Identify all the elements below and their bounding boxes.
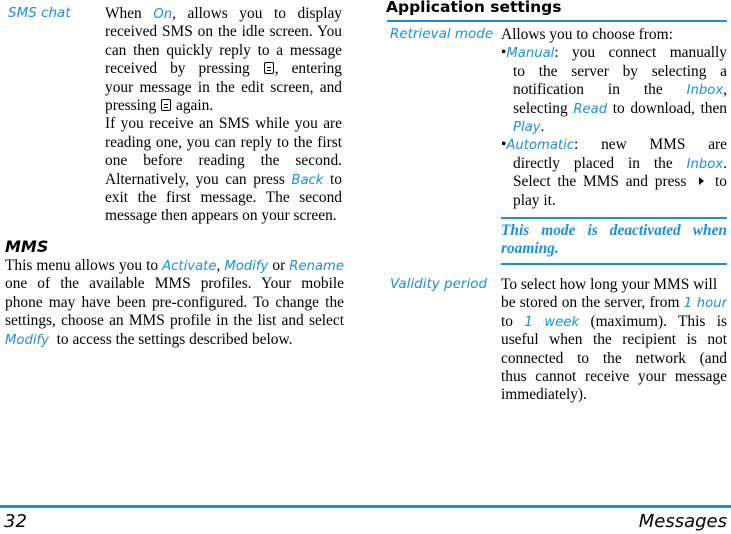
text-line: reading one, you can reply to the first (105, 133, 342, 151)
text-line: received by pressing , entering (105, 60, 342, 78)
text-line: notification in the Inbox, (513, 81, 727, 99)
ok-key-icon (161, 99, 171, 111)
automatic-option: Automatic (506, 138, 575, 154)
application-settings-title: Application settings (386, 0, 562, 16)
validity-period-term: Validity period (390, 276, 488, 292)
text-line: thus cannot receive your message (501, 367, 727, 385)
read-option: Read (573, 101, 608, 117)
ok-key-icon (264, 62, 274, 74)
text-line: Play. (513, 117, 545, 135)
text-line: To select how long your MMS will (501, 276, 718, 293)
text-line: one of the available MMS profiles. Your mobile (5, 275, 344, 293)
text-line: message then appears on your screen. (105, 207, 337, 225)
sms-chat-description (105, 5, 342, 226)
text-line: Allows you to choose from: (501, 26, 673, 43)
inbox-option: Inbox (686, 156, 724, 172)
retrieval-mode-description (501, 26, 727, 210)
play-option: Play (513, 119, 541, 135)
text-line: play it. (513, 191, 556, 209)
text-line: one before reading the second. (105, 152, 342, 170)
mms-description (5, 257, 344, 349)
note-line: This mode is deactivated when (501, 222, 727, 239)
text-line: If you receive an SMS while you are (105, 115, 342, 133)
text-line: Select the MMS and press to (513, 173, 727, 191)
back-option: Back (291, 172, 324, 188)
mms-heading: MMS (5, 237, 49, 256)
note-divider-top (501, 217, 727, 219)
inbox-option: Inbox (686, 83, 724, 99)
text-line: settings, choose an MMS profile in the list and select (5, 312, 344, 330)
roaming-note (501, 222, 727, 259)
text-line: phone may have been pre-configured. To change the (5, 293, 344, 311)
activate-option: Activate (162, 259, 217, 274)
text-line: When On, allows you to display (105, 5, 342, 22)
rename-option: Rename (289, 259, 344, 274)
text-line: be stored on the server, from 1 hour (501, 294, 727, 312)
note-line: roaming. (501, 240, 559, 258)
one-hour-option: 1 hour (683, 296, 727, 312)
text-line: immediately). (501, 386, 587, 404)
text-line: pressing again. (105, 96, 214, 114)
text-line: •Manual: you connect manually (501, 44, 727, 62)
text-line: your message in the edit screen, and (105, 78, 342, 96)
manual-option: Manual (506, 46, 555, 62)
section-divider (387, 20, 727, 22)
text-line: selecting Read to download, then (513, 99, 727, 117)
modify-option: Modify (5, 332, 49, 348)
text-line: to 1 week (maximum). This is (501, 312, 727, 330)
text-line: directly placed in the Inbox. (513, 154, 727, 172)
text-line: to the server by selecting a (513, 62, 727, 80)
modify-option: Modify (224, 259, 269, 274)
footer-divider (0, 505, 731, 508)
text-line: Alternatively, you can press Back to (105, 170, 342, 188)
sms-chat-term: SMS chat (8, 5, 71, 21)
text-line: connected to the network (and (501, 349, 727, 367)
text-line: Modify to access the settings described below. (5, 330, 293, 348)
text-line: This menu allows you to Activate, Modify or Rename (5, 257, 344, 274)
retrieval-mode-term: Retrieval mode (390, 26, 494, 42)
section-name: Messages (638, 511, 727, 532)
on-option: On (153, 7, 173, 22)
note-divider-bottom (501, 263, 727, 265)
text-line: •Automatic: new MMS are (501, 136, 727, 154)
page-number: 32 (4, 511, 27, 532)
one-week-option: 1 week (524, 314, 580, 330)
text-line: can then quickly reply to a message (105, 41, 342, 59)
text-line: received SMS on the idle screen. You (105, 23, 342, 41)
right-arrow-key-icon (699, 177, 704, 185)
text-line: exit the first message. The second (105, 188, 342, 206)
text-line: useful when the recipient is not (501, 331, 727, 349)
validity-period-description (501, 276, 727, 405)
